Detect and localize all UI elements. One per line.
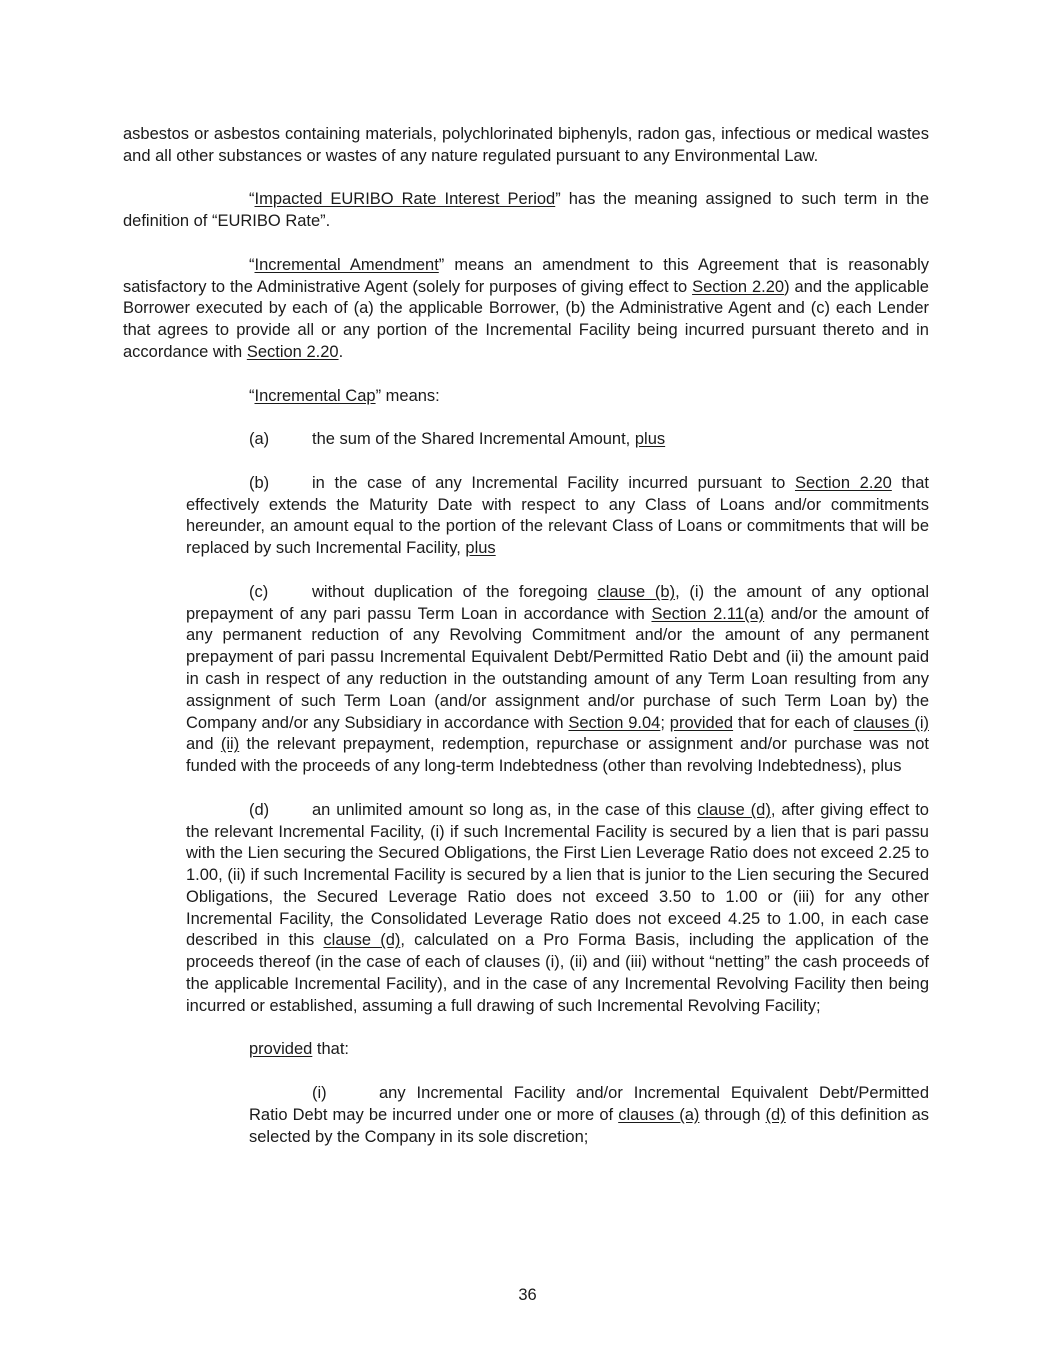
paragraph-text: asbestos or asbestos containing materials, polychlorinated biphenyls, radon gas, infectious or medical wastes and all other substances or wastes of any nature regulated pursuant to any Environmental Law. xyxy=(123,125,929,165)
clause-label: (c) xyxy=(249,582,269,601)
section-reference: Section 2.20 xyxy=(692,277,785,296)
clause-text: and xyxy=(186,735,221,754)
open-quote: “ xyxy=(249,190,255,209)
definition-incremental-cap xyxy=(123,386,929,408)
provided-term: provided xyxy=(669,713,734,732)
section-reference: Section 2.20 xyxy=(246,342,339,361)
definition-text: ” means: xyxy=(375,386,440,405)
proviso-intro xyxy=(249,1039,929,1061)
open-quote: “ xyxy=(249,255,255,274)
section-reference: Section 2.20 xyxy=(794,473,892,492)
clause-text: any Incremental Facility and/or Incremental Equivalent Debt/Permitted Ratio Debt may be incurred under one or more of xyxy=(249,1084,929,1124)
clause-b xyxy=(186,473,929,560)
plus-term: plus xyxy=(634,430,666,449)
clause-c xyxy=(186,582,929,778)
clause-text: of this definition as selected by the Company in its sole discretion; xyxy=(249,1105,929,1146)
defined-term: Impacted EURIBO Rate Interest Period xyxy=(254,190,556,209)
clause-text: the relevant prepayment, redemption, repurchase or assignment and/or purchase was not funded with the proceeds of any long-term Indebtedness (other than revolving Indebtedness), plus xyxy=(186,735,929,776)
definition-incremental-amendment xyxy=(123,255,929,364)
clause-text: ; xyxy=(660,713,670,732)
clause-reference: clauses (i) xyxy=(853,713,929,732)
clause-reference: clauses (a) xyxy=(618,1105,700,1124)
page-number: 36 xyxy=(518,1286,537,1304)
clause-a xyxy=(249,429,929,451)
plus-term: plus xyxy=(465,539,496,558)
open-quote: “ xyxy=(249,386,255,405)
definition-impacted-euribo xyxy=(123,189,929,233)
clause-text: that for each of xyxy=(733,713,854,732)
clause-text: in the case of any Incremental Facility incurred pursuant to xyxy=(312,473,795,492)
definition-text: ) and the applicable Borrower executed by each of (a) the applicable Borrower, (b) the Administrative Agent and (c) each Lender that agrees to provide all or any portion of the Incremental Facility being incurred pursuant thereto and in accordance with xyxy=(123,277,929,361)
clause-text: an unlimited amount so long as, in the case of this xyxy=(312,800,698,819)
provided-term: provided xyxy=(249,1040,313,1059)
clause-text: , calculated on a Pro Forma Basis, including the application of the proceeds thereof (in the case of each of clauses (i), (ii) and (iii) without “netting” the cash proceeds of the applicable Incremental Facility), and in the case of any Incremental Revolving Facility then being incurred or established, assuming a full drawing of such Incremental Revolving Facility; xyxy=(186,931,929,1015)
clause-text: that effectively extends the Maturity Date with respect to any Class of Loans and/or commitments hereunder, an amount equal to the portion of the relevant Class of Loans or commitments that will be replaced by such Incremental Facility, xyxy=(186,473,930,558)
clause-text: the sum of the Shared Incremental Amount, xyxy=(312,430,635,449)
clause-text: and/or the amount of any permanent reduction of any Revolving Commitment and/or the amount of any permanent prepayment of pari passu Incremental Equivalent Debt/Permitted Ratio Debt and (ii) the amount paid in cash in respect of any reduction in the outstanding amount of any Term Loan resulting from any assignment of such Term Loan (and/or assignment and/or purchase of such Term Loan by) the Company and/or any Subsidiary in accordance with xyxy=(186,604,929,732)
clause-label: (i) xyxy=(312,1084,327,1103)
clause-reference: clause (d) xyxy=(697,800,771,819)
hazardous-materials-continuation xyxy=(123,124,929,168)
clause-label: (a) xyxy=(249,430,270,449)
defined-term: Incremental Amendment xyxy=(254,255,439,274)
definition-text: ” has the meaning assigned to such term in the definition of “EURIBO Rate”. xyxy=(123,190,929,231)
clause-reference: clause (b) xyxy=(597,582,676,601)
proviso-clause-i xyxy=(249,1083,929,1148)
section-reference: Section 2.11(a) xyxy=(651,604,765,623)
definition-text: . xyxy=(338,342,344,361)
proviso-text: that: xyxy=(312,1040,349,1059)
clause-reference: (ii) xyxy=(220,735,240,754)
clause-d xyxy=(186,800,929,1018)
defined-term: Incremental Cap xyxy=(254,386,376,405)
document-page xyxy=(123,124,929,1148)
clause-text: , after giving effect to the relevant Incremental Facility, (i) if such Incremental Facility is secured by a lien that is pari passu with the Lien securing the Secured Obligations, the First Lien Leverage Ratio does not exceed 2.25 to 1.00, (ii) if such Incremental Facility is secured by a lien that is junior to the Lien securing the Secured Obligations, the Secured Leverage Ratio does not exceed 3.50 to 1.00 or (iii) for any other Incremental Facility, the Consolidated Leverage Ratio does not exceed 4.25 to 1.00, in each case described in this xyxy=(186,800,929,950)
clause-reference: clause (d) xyxy=(323,931,401,950)
clause-text: through xyxy=(699,1105,766,1124)
clause-text: , (i) the amount of any optional prepayment of any pari passu Term Loan in accordance with xyxy=(186,582,929,623)
clause-text: without duplication of the foregoing xyxy=(312,582,598,601)
clause-label: (b) xyxy=(249,473,270,492)
definition-text: ” means an amendment to this Agreement that is reasonably satisfactory to the Administrative Agent (solely for purposes of giving effect to xyxy=(123,255,929,296)
clause-label: (d) xyxy=(249,800,270,819)
clause-reference: (d) xyxy=(765,1105,786,1124)
section-reference: Section 9.04 xyxy=(568,713,661,732)
